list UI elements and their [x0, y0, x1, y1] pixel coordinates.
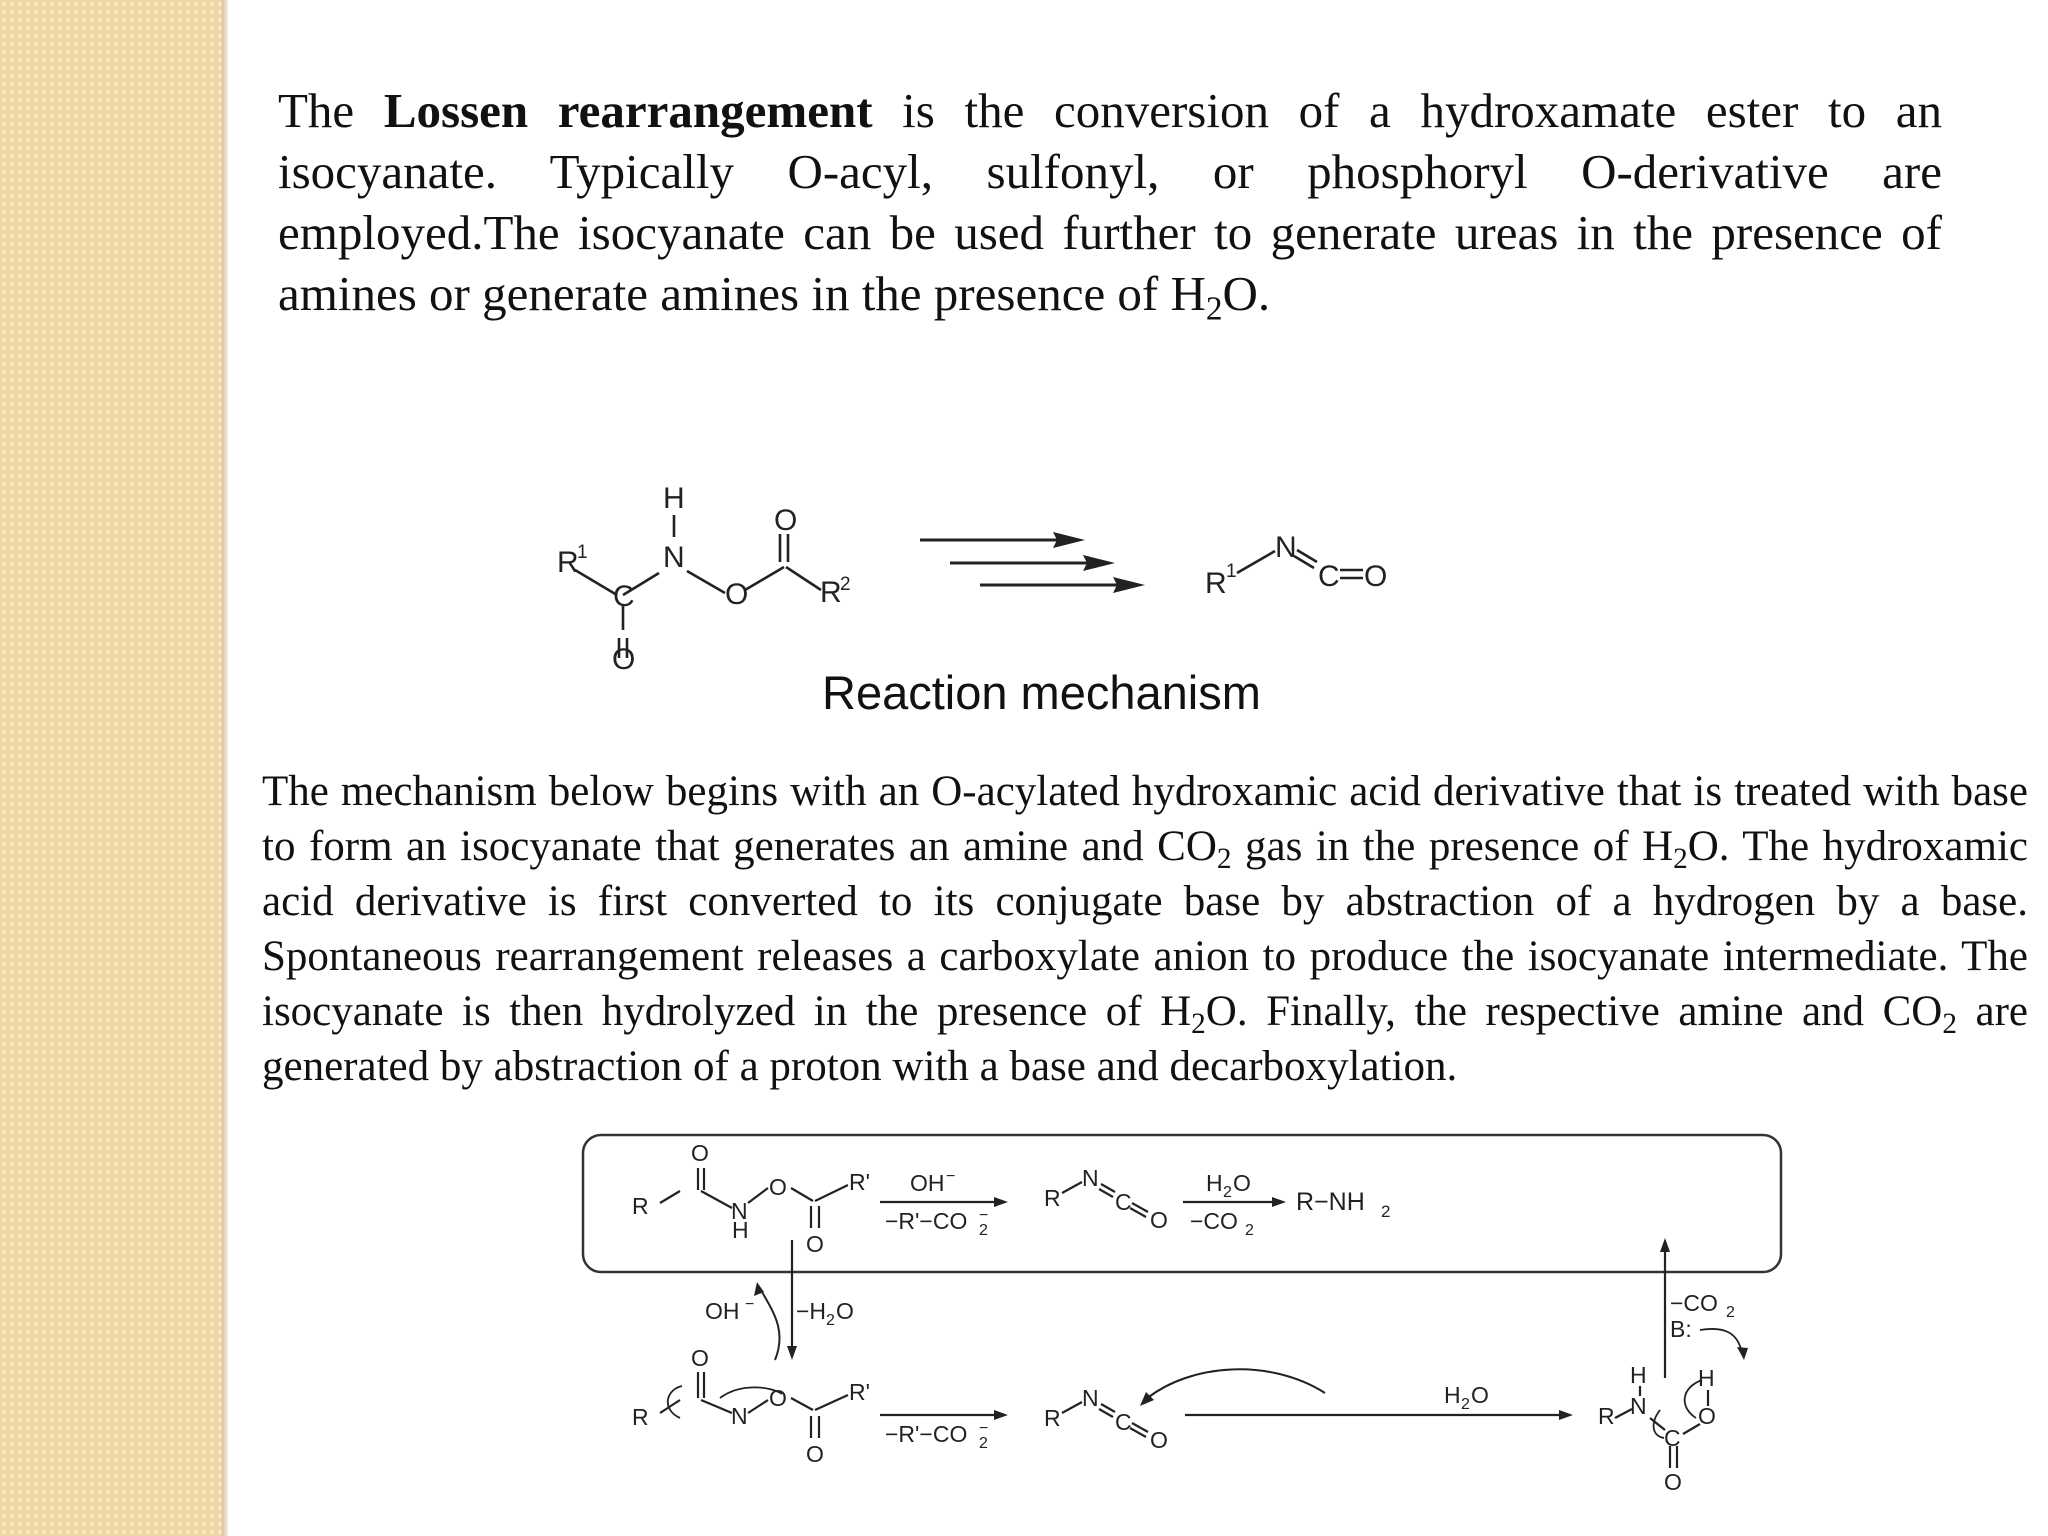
top-step2-loss: −CO	[1190, 1208, 1238, 1234]
amine-product-sub: 2	[1381, 1202, 1391, 1221]
mechanism-reaction-scheme	[570, 1128, 1790, 1533]
top-step1-byproduct-sub: 2	[979, 1222, 988, 1239]
down-step-base-charge: −	[745, 1296, 755, 1313]
bottom-isocyanate	[1044, 1385, 1168, 1453]
top-step1-reagent: OH	[910, 1170, 945, 1196]
mech-text-4: O. Finally, the respective amine and CO	[1205, 988, 1943, 1035]
reactant-o-carbonyl: O	[612, 643, 636, 676]
carbamic-c: C	[1664, 1425, 1681, 1451]
down-step-base: OH	[705, 1298, 740, 1324]
top-iso-c: C	[1115, 1189, 1132, 1215]
reactant-h: H	[663, 482, 685, 515]
top-step1-reagent-charge: −	[946, 1168, 956, 1185]
bottom-step1	[880, 1410, 1008, 1452]
carbamic-h-o: H	[1698, 1365, 1715, 1391]
bottom-anion-n: N	[731, 1403, 748, 1429]
bottom-anion-r-prime: R'	[849, 1379, 871, 1405]
intro-paragraph	[278, 80, 1942, 328]
bottom-iso-c: C	[1115, 1409, 1132, 1435]
carbamic-o-double: O	[1664, 1469, 1682, 1495]
bottom-anion-o-ether: O	[769, 1385, 787, 1411]
water-attack-curved-arrow	[1145, 1369, 1325, 1400]
intro-lead: The	[278, 83, 384, 138]
product-o: O	[1364, 560, 1388, 593]
up-step-loss-sub: 2	[1726, 1304, 1735, 1321]
bottom-step1-byproduct-sub: 2	[979, 1435, 988, 1452]
bottom-anion-o-carbonyl: O	[691, 1345, 709, 1371]
top-step2-loss-sub: 2	[1245, 1222, 1254, 1239]
top-step1-byproduct: −R'−CO	[885, 1208, 968, 1234]
intro-body: is the conversion of a hydroxamate ester to an isocyanate. Typically O-acyl, sulfonyl, or phosphoryl O-derivative are employed.The isocyanate can be used further to generate ureas in the presence of amines or generate amines in the presence of H	[278, 83, 1942, 321]
carbamic-h-n: H	[1630, 1362, 1647, 1388]
bottom-step1-byproduct: −R'−CO	[885, 1421, 968, 1447]
top-step2-water-o: O	[1233, 1170, 1251, 1196]
up-step-base: B:	[1670, 1316, 1692, 1342]
top-ester-r: R	[632, 1193, 649, 1219]
intro-end: O.	[1222, 266, 1271, 321]
bottom-row-anion	[632, 1345, 870, 1467]
bottom-step1-byproduct-charge: −	[979, 1420, 989, 1437]
bottom-iso-n: N	[1082, 1385, 1099, 1411]
mech-text-5: are generated by abstraction of a proton with a base and decarboxylation.	[262, 988, 2028, 1090]
side-band-edge	[222, 0, 228, 1536]
reaction-mechanism-caption: Reaction mechanism	[822, 666, 1261, 719]
bottom-step2-water-sub: 2	[1461, 1396, 1470, 1413]
bottom-iso-r: R	[1044, 1405, 1061, 1431]
top-isocyanate	[1044, 1165, 1168, 1233]
bottom-step2	[1185, 1382, 1573, 1420]
reactant-r2: R	[820, 576, 842, 609]
bottom-step2-water-o: O	[1471, 1382, 1489, 1408]
decarboxylation-step	[1660, 1238, 1748, 1378]
decorative-side-band	[0, 0, 222, 1536]
top-iso-o: O	[1150, 1207, 1168, 1233]
product-r1: R	[1205, 567, 1227, 600]
top-row-ester	[632, 1140, 870, 1257]
mech-text-2: gas in the presence of H	[1231, 823, 1674, 870]
amine-product: R−NH	[1296, 1188, 1365, 1216]
top-ester-o-carbonyl: O	[691, 1140, 709, 1166]
mech-text-3: O. The hydroxamic acid derivative is first converted to its conjugate base by abstraction of a hydrogen by a base. Spontaneous rearrangement releases a carboxylate anion to produce the isocyanate intermediate. The isocyanate is then hydrolyzed in the presence of H	[262, 823, 2028, 1035]
down-step-loss: −H	[796, 1298, 827, 1324]
reactant-r1: R	[557, 546, 579, 579]
product-n: N	[1275, 531, 1297, 564]
top-iso-n: N	[1082, 1165, 1099, 1191]
mech-sub-2: 2	[1673, 843, 1688, 876]
reactant-o-ester: O	[725, 578, 749, 611]
top-ester-o-ether: O	[769, 1174, 787, 1200]
carbamic-n: N	[1630, 1393, 1647, 1419]
mechanism-paragraph	[262, 764, 2028, 1094]
deprotonation-step	[705, 1240, 854, 1360]
down-step-loss-sub: 2	[826, 1312, 835, 1329]
term-lossen-rearrangement: Lossen rearrangement	[383, 83, 873, 138]
carbamic-o-h: O	[1698, 1403, 1716, 1429]
bottom-anion-r: R	[632, 1404, 649, 1430]
bottom-step2-water: H	[1444, 1382, 1461, 1408]
reactant-c: C	[613, 580, 635, 613]
carbamic-acid-intermediate	[1598, 1362, 1716, 1495]
mech-sub-3: 2	[1191, 1008, 1206, 1041]
mech-text-1: The mechanism below begins with an O-acylated hydroxamic acid derivative that is treated with base to form an isocyanate that generates an amine and CO	[262, 768, 2028, 870]
reactant-n: N	[663, 541, 685, 574]
mech-sub-4: 2	[1942, 1008, 1957, 1041]
top-step1	[880, 1168, 1008, 1239]
top-step2-water-sub: 2	[1223, 1184, 1232, 1201]
bottom-iso-o: O	[1150, 1427, 1168, 1453]
top-ester-r-prime: R'	[849, 1169, 871, 1195]
product-c: C	[1318, 560, 1340, 593]
product-r1-sup: 1	[1226, 561, 1237, 582]
top-ester-n: N	[731, 1198, 748, 1224]
top-ester-o-acyl: O	[806, 1231, 824, 1257]
reactant-r2-sup: 2	[840, 574, 851, 595]
up-step-loss: −CO	[1670, 1290, 1718, 1316]
top-step2	[1183, 1170, 1286, 1239]
reactant-r1-sup: 1	[577, 542, 588, 563]
bottom-anion-o-acyl: O	[806, 1441, 824, 1467]
mech-sub-1: 2	[1216, 843, 1232, 876]
overall-reaction-box	[583, 1135, 1781, 1272]
subscript-2: 2	[1205, 290, 1223, 328]
top-step2-water: H	[1206, 1170, 1223, 1196]
overview-reaction-scheme	[535, 455, 1535, 690]
top-ester-h: H	[732, 1217, 749, 1243]
reactant-o-acyl: O	[774, 504, 798, 537]
carbamic-r: R	[1598, 1403, 1615, 1429]
top-iso-r: R	[1044, 1185, 1061, 1211]
down-step-loss-o: O	[836, 1298, 854, 1324]
top-step1-byproduct-charge: −	[979, 1207, 989, 1224]
